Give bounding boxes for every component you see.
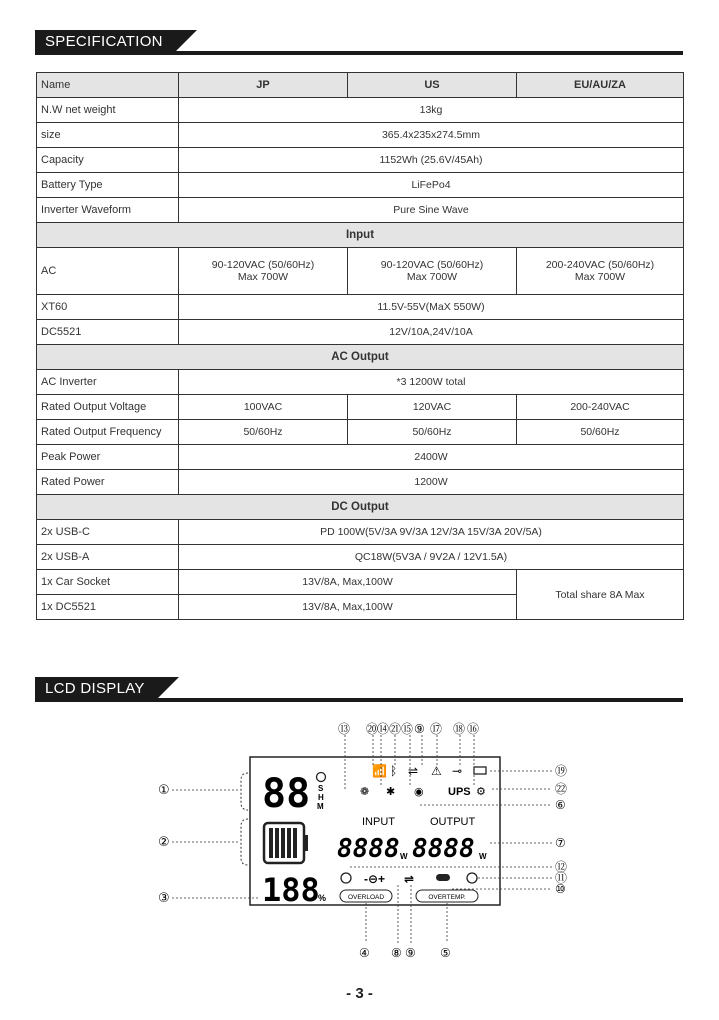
row-label: 2x USB-A <box>37 545 179 570</box>
row-value-us: 50/60Hz <box>348 420 517 445</box>
table-row <box>37 98 684 123</box>
row-value: QC18W(5V3A / 9V2A / 12V1.5A) <box>179 545 684 570</box>
snow-icon: ✱ <box>386 786 396 798</box>
row-value: 13kg <box>179 98 684 123</box>
row-value-eu <box>517 248 684 295</box>
row-label: Peak Power <box>37 445 179 470</box>
row-label: DC5521 <box>37 320 179 345</box>
shared-limit: Total share 8A Max <box>517 570 684 620</box>
callout-21: ㉑ <box>389 722 402 736</box>
row-value: 1152Wh (25.6V/45Ah) <box>179 148 684 173</box>
input-value: 8888 <box>337 834 400 864</box>
unit-h: H <box>318 793 324 802</box>
row-value-jp: 50/60Hz <box>179 420 348 445</box>
callout-6: ⑥ <box>555 798 566 812</box>
dc-icon: ⊸ <box>452 764 463 778</box>
row-label: Rated Output Voltage <box>37 395 179 420</box>
row-value-jp <box>179 248 348 295</box>
row-label: Battery Type <box>37 173 179 198</box>
output-watt-unit: W <box>479 852 487 861</box>
table-row <box>37 173 684 198</box>
table-row <box>37 370 684 395</box>
specification-table <box>36 72 684 620</box>
usb-icon: ⇌ <box>408 764 419 778</box>
overtemp-label: OVERTEMP. <box>428 894 466 901</box>
input-label: INPUT <box>362 816 395 828</box>
light-icon: ◉ <box>414 786 424 798</box>
ac-eu-line1: 200-240VAC (50/60Hz) <box>545 259 655 271</box>
row-value: 2400W <box>179 445 684 470</box>
callout-20: ⑳ <box>366 722 379 736</box>
row-value: *3 1200W total <box>179 370 684 395</box>
callout-15: ⑮ <box>401 722 414 736</box>
row-value: 12V/10A,24V/10A <box>179 320 684 345</box>
ac-outlet-icon <box>474 767 486 774</box>
ups-label: UPS <box>448 786 471 798</box>
row-value: 13V/8A, Max,100W <box>179 595 517 620</box>
ac-jp-line2: Max 700W <box>237 271 289 283</box>
solar-icon <box>341 873 351 883</box>
row-label: Rated Output Frequency <box>37 420 179 445</box>
settings-icon: ⚙ <box>476 786 486 798</box>
callout-10: ⑩ <box>555 882 566 896</box>
row-value-us: 120VAC <box>348 395 517 420</box>
row-label: 1x Car Socket <box>37 570 179 595</box>
row-label: Capacity <box>37 148 179 173</box>
wifi-icon: 📶 <box>372 764 387 778</box>
row-label: 1x DC5521 <box>37 595 179 620</box>
time-digits: 88 <box>262 771 311 817</box>
row-value-eu: 50/60Hz <box>517 420 684 445</box>
callout-14: ⑭ <box>377 722 390 736</box>
ac-jp-line1: 90-120VAC (50/60Hz) <box>211 259 315 271</box>
callout-4: ④ <box>359 946 370 960</box>
clock-icon <box>317 773 326 782</box>
row-value-us <box>348 248 517 295</box>
callout-5: ⑤ <box>440 946 451 960</box>
bracket-1 <box>241 773 248 810</box>
table-section-row <box>37 495 684 520</box>
callout-13: ⑬ <box>338 722 351 736</box>
callout-7: ⑦ <box>555 836 566 850</box>
row-label: 2x USB-C <box>37 520 179 545</box>
battery-icon <box>264 823 308 863</box>
ac-us-line2: Max 700W <box>406 271 458 283</box>
unit-s: S <box>318 784 324 793</box>
table-row <box>37 445 684 470</box>
table-section-row <box>37 345 684 370</box>
row-value-jp: 100VAC <box>179 395 348 420</box>
row-value: 13V/8A, Max,100W <box>179 570 517 595</box>
section-dc-output: DC Output <box>37 495 684 520</box>
callout-1: ① <box>158 782 170 797</box>
row-label: Rated Power <box>37 470 179 495</box>
callout-3: ③ <box>158 890 170 905</box>
callout-2: ② <box>158 834 170 849</box>
row-value-eu: 200-240VAC <box>517 395 684 420</box>
output-label: OUTPUT <box>430 816 476 828</box>
lcd-diagram <box>0 715 719 965</box>
section-input: Input <box>37 223 684 248</box>
output-value: 8888 <box>412 834 475 864</box>
percent-digits: 188 <box>262 871 320 909</box>
table-row <box>37 320 684 345</box>
usb-input-icon: ⇌ <box>404 872 415 886</box>
ac-eu-line2: Max 700W <box>574 271 626 283</box>
table-row <box>37 395 684 420</box>
overload-label: OVERLOAD <box>347 894 385 901</box>
table-row <box>37 420 684 445</box>
callout-16: ⑯ <box>467 722 480 736</box>
callout-9-bottom: ⑨ <box>405 946 416 960</box>
callout-18: ⑱ <box>453 722 466 736</box>
fan-icon: ❁ <box>360 786 370 798</box>
row-value: PD 100W(5V/3A 9V/3A 12V/3A 15V/3A 20V/5A) <box>179 520 684 545</box>
ac-us-line1: 90-120VAC (50/60Hz) <box>380 259 484 271</box>
warning-icon <box>467 873 477 883</box>
table-row <box>37 198 684 223</box>
header-name: Name <box>37 73 179 98</box>
header-jp: JP <box>179 73 348 98</box>
row-value: LiFePo4 <box>179 173 684 198</box>
row-label: AC Inverter <box>37 370 179 395</box>
specification-title: SPECIFICATION <box>35 30 173 54</box>
table-row <box>37 123 684 148</box>
unit-m: M <box>317 802 324 811</box>
callout-17: ⑰ <box>430 722 443 736</box>
row-label: N.W net weight <box>37 98 179 123</box>
callout-12: ⑫ <box>555 860 568 874</box>
callout-22: ㉒ <box>555 782 568 796</box>
table-row <box>37 570 684 595</box>
input-watt-unit: W <box>400 852 408 861</box>
table-row <box>37 73 684 98</box>
callout-19: ⑲ <box>555 764 568 778</box>
callout-11: ⑪ <box>555 871 568 885</box>
header-eu: EU/AU/ZA <box>517 73 684 98</box>
bluetooth-icon: ᛒ <box>390 764 398 778</box>
row-label: XT60 <box>37 295 179 320</box>
car-icon: ⚠ <box>431 764 442 778</box>
table-row <box>37 470 684 495</box>
usbc-icon <box>436 874 450 881</box>
table-row <box>37 295 684 320</box>
table-row <box>37 520 684 545</box>
bracket-2 <box>241 819 248 865</box>
lcd-display-title: LCD DISPLAY <box>35 677 155 701</box>
specification-header <box>35 30 683 60</box>
table-row <box>37 148 684 173</box>
callout-9-top: ⑨ <box>414 722 425 736</box>
callout-8: ⑧ <box>391 946 402 960</box>
table-row <box>37 545 684 570</box>
section-ac-output: AC Output <box>37 345 684 370</box>
header-us: US <box>348 73 517 98</box>
row-value: 365.4x235x274.5mm <box>179 123 684 148</box>
row-label: size <box>37 123 179 148</box>
lcd-display-header <box>35 677 683 707</box>
row-label: AC <box>37 248 179 295</box>
row-value: 1200W <box>179 470 684 495</box>
percent-unit: % <box>318 893 327 903</box>
charge-input-icon: -⊖+ <box>364 872 386 886</box>
row-value: 11.5V-55V(MaX 550W) <box>179 295 684 320</box>
table-row <box>37 248 684 295</box>
table-section-row <box>37 223 684 248</box>
row-value: Pure Sine Wave <box>179 198 684 223</box>
page-number: - 3 - <box>346 985 373 1002</box>
row-label: Inverter Waveform <box>37 198 179 223</box>
